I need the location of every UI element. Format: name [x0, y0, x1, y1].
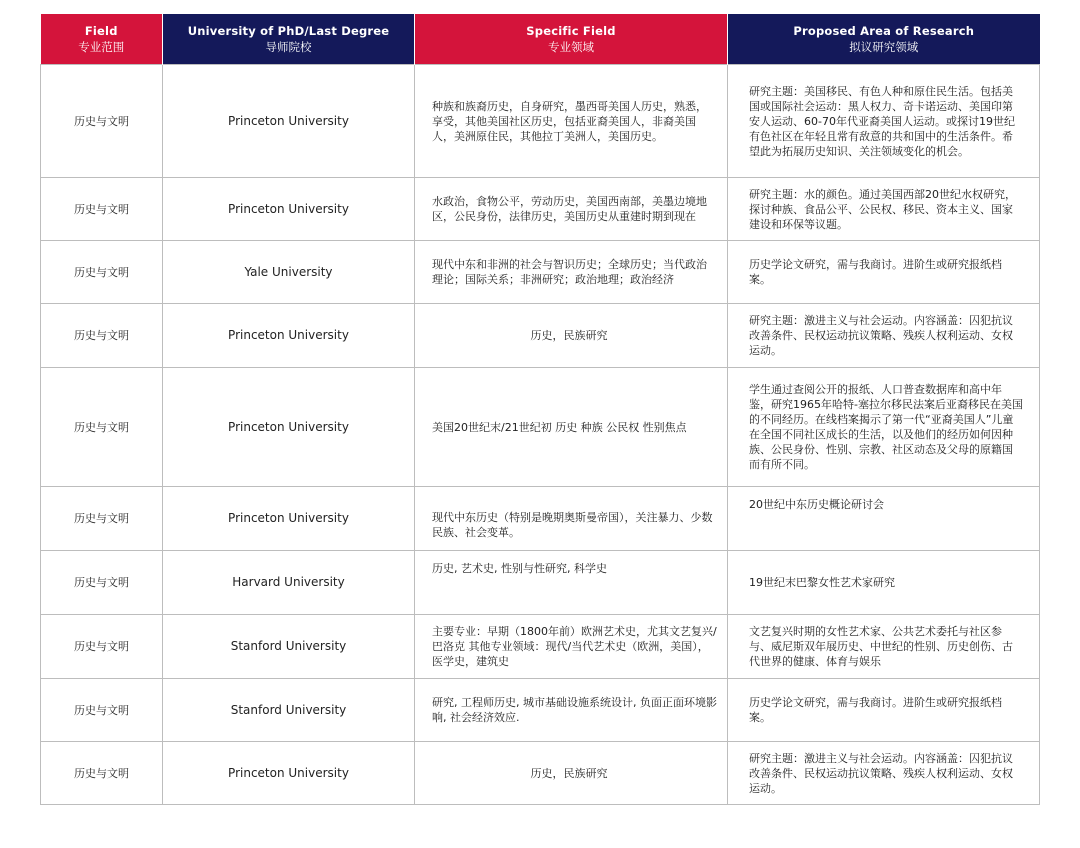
table-row — [41, 241, 1040, 304]
cell-research-area: 学生通过查阅公开的报纸、人口普查数据库和高中年鉴，研究1965年哈特-塞拉尔移民法案后亚裔移民在美国的不同经历。在线档案揭示了第一代“亚裔美国人”儿童在全国不同社区成长的生活，以及他们的经历如何因种族、公民身份、性别、宗教、社区动态及父母的原籍国而有所不同。 — [728, 368, 1040, 487]
table-row — [41, 487, 1040, 551]
table-row — [41, 551, 1040, 615]
header-university-cn: 导师院校 — [265, 39, 312, 54]
cell-university: Princeton University — [163, 742, 415, 805]
cell-university: Princeton University — [163, 178, 415, 241]
table-row — [41, 65, 1040, 178]
cell-field: 历史与文明 — [41, 304, 163, 368]
table-row — [41, 742, 1040, 805]
header-research-area-en: Proposed Area of Research — [793, 23, 975, 38]
cell-field: 历史与文明 — [41, 487, 163, 551]
header-field-cn: 专业范围 — [78, 39, 125, 54]
cell-research-area: 研究主题：激进主义与社会运动。内容涵盖：囚犯抗议改善条件、民权运动抗议策略、残疾人权利运动、女权运动。 — [728, 742, 1040, 805]
cell-specific-field: 种族和族裔历史，自身研究，墨西哥美国人历史，熟悉，享受，其他美国社区历史，包括亚裔美国人，非裔美国人，美洲原住民，其他拉丁美洲人，美国历史。 — [415, 65, 728, 178]
cell-research-area: 文艺复兴时期的女性艺术家、公共艺术委托与社区参与、威尼斯双年展历史、中世纪的性别、历史创伤、古代世界的健康、体育与娱乐 — [728, 615, 1040, 679]
cell-field: 历史与文明 — [41, 551, 163, 615]
header-specific-field — [415, 14, 728, 65]
table-row — [41, 615, 1040, 679]
cell-field: 历史与文明 — [41, 178, 163, 241]
table-header-row — [41, 14, 1040, 65]
cell-research-area: 研究主题：水的颜色。通过美国西部20世纪水权研究，探讨种族、食品公平、公民权、移民、资本主义、国家建设和环保等议题。 — [728, 178, 1040, 241]
cell-field: 历史与文明 — [41, 742, 163, 805]
header-research-area-cn: 拟议研究领域 — [849, 39, 919, 54]
cell-specific-field: 现代中东历史（特别是晚期奥斯曼帝国），关注暴力、少数民族、社会变革。 — [415, 487, 728, 551]
cell-specific-field: 历史，民族研究 — [415, 304, 728, 368]
cell-specific-field: 水政治，食物公平，劳动历史，美国西南部，美墨边境地区，公民身份，法律历史，美国历史从重建时期到现在 — [415, 178, 728, 241]
cell-university: Yale University — [163, 241, 415, 304]
cell-research-area: 历史学论文研究，需与我商讨。进阶生或研究报纸档案。 — [728, 679, 1040, 742]
header-university-en: University of PhD/Last Degree — [187, 23, 390, 38]
research-table — [40, 14, 1040, 805]
cell-field: 历史与文明 — [41, 615, 163, 679]
cell-specific-field: 美国20世纪末/21世纪初 历史 种族 公民权 性别焦点 — [415, 368, 728, 487]
cell-university: Harvard University — [163, 551, 415, 615]
table-row — [41, 368, 1040, 487]
cell-specific-field: 历史，民族研究 — [415, 742, 728, 805]
table-row — [41, 304, 1040, 368]
cell-field: 历史与文明 — [41, 368, 163, 487]
cell-university: Princeton University — [163, 487, 415, 551]
header-research-area — [728, 14, 1040, 65]
cell-university: Stanford University — [163, 615, 415, 679]
cell-research-area: 20世纪中东历史概论研讨会 — [728, 487, 1040, 551]
table-row — [41, 178, 1040, 241]
cell-specific-field: 主要专业：早期（1800年前）欧洲艺术史，尤其文艺复兴/巴洛克 其他专业领域：现代/当代艺术史（欧洲，美国），医学史，建筑史 — [415, 615, 728, 679]
cell-research-area: 19世纪末巴黎女性艺术家研究 — [728, 551, 1040, 615]
cell-research-area: 研究主题：激进主义与社会运动。内容涵盖：囚犯抗议改善条件、民权运动抗议策略、残疾人权利运动、女权运动。 — [728, 304, 1040, 368]
cell-university: Princeton University — [163, 304, 415, 368]
header-field — [41, 14, 163, 65]
header-specific-field-cn: 专业领域 — [548, 39, 594, 54]
cell-specific-field: 研究, 工程师历史, 城市基础设施系统设计, 负面正面环境影响, 社会经济效应. — [415, 679, 728, 742]
cell-research-area: 研究主题：美国移民、有色人种和原住民生活。包括美国或国际社会运动：黑人权力、奇卡诺运动、美国印第安人运动、60-70年代亚裔美国人运动。或探讨19世纪有色社区在年轻且常有敌意的共和国中的生活条件。希望此为拓展历史知识、关注领域变化的机会。 — [728, 65, 1040, 178]
cell-specific-field: 历史, 艺术史, 性别与性研究, 科学史 — [415, 551, 728, 615]
table-row — [41, 679, 1040, 742]
cell-university: Princeton University — [163, 368, 415, 487]
header-specific-field-en: Specific Field — [526, 23, 616, 38]
header-field-en: Field — [84, 23, 118, 38]
cell-field: 历史与文明 — [41, 679, 163, 742]
cell-specific-field: 现代中东和非洲的社会与智识历史；全球历史；当代政治理论；国际关系；非洲研究；政治地理；政治经济 — [415, 241, 728, 304]
cell-research-area: 历史学论文研究，需与我商讨。进阶生或研究报纸档案。 — [728, 241, 1040, 304]
research-table-container — [40, 14, 1039, 805]
cell-university: Stanford University — [163, 679, 415, 742]
cell-field: 历史与文明 — [41, 241, 163, 304]
header-university — [163, 14, 415, 65]
cell-university: Princeton University — [163, 65, 415, 178]
cell-field: 历史与文明 — [41, 65, 163, 178]
